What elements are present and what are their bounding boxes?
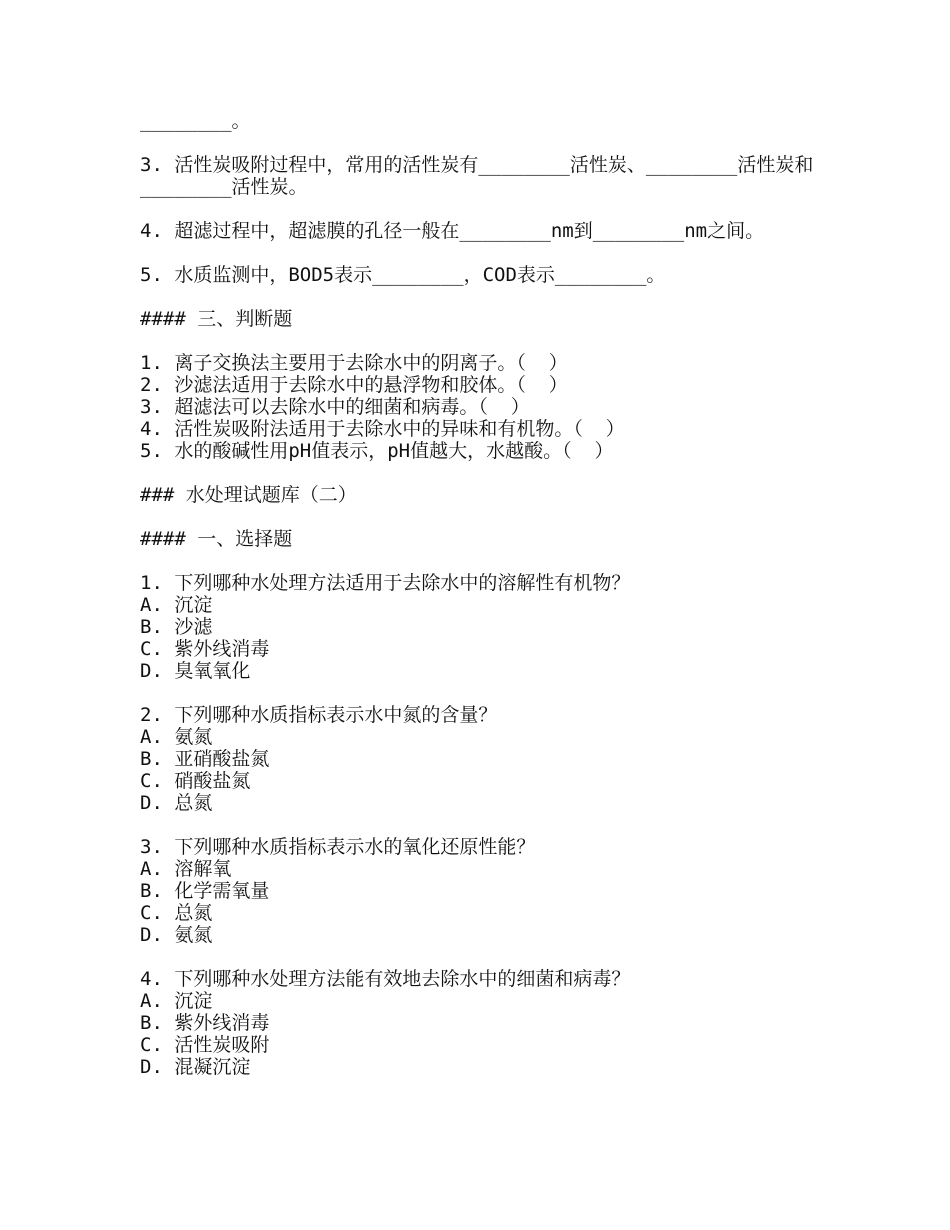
judge-item: 4. 活性炭吸附法适用于去除水中的异味和有机物。（ ） — [140, 418, 625, 440]
fill-question-text: 4. 超滤过程中，超滤膜的孔径一般在________nm到________nm之间。 — [140, 220, 765, 242]
choice-option: B. 紫外线消毒 — [140, 1012, 270, 1034]
choice-question-3 — [140, 836, 820, 946]
fill-question-text: 3. 活性炭吸附过程中，常用的活性炭有________活性炭、________活性炭和________活性炭。 — [140, 154, 814, 198]
document-page — [140, 110, 820, 1100]
choice-question-text: 4. 下列哪种水处理方法能有效地去除水中的细菌和病毒？ — [140, 968, 631, 990]
fill-question-text: 5. 水质监测中，BOD5表示________，COD表示________。 — [140, 264, 666, 286]
choice-option: A. 溶解氧 — [140, 858, 232, 880]
choice-question-text: 3. 下列哪种水质指标表示水的氧化还原性能？ — [140, 836, 536, 858]
choice-option: D. 臭氧氧化 — [140, 660, 251, 682]
judge-item: 2. 沙滤法适用于去除水中的悬浮物和胶体。（ ） — [140, 374, 568, 396]
choice-option: B. 沙滤 — [140, 616, 213, 638]
choice-option: D. 氨氮 — [140, 924, 213, 946]
choice-option: C. 硝酸盐氮 — [140, 770, 251, 792]
choice-question-2 — [140, 704, 820, 814]
judge-item: 5. 水的酸碱性用pH值表示，pH值越大，水越酸。（ ） — [140, 440, 614, 462]
fill-question-4 — [140, 220, 820, 242]
choice-question-text: 2. 下列哪种水质指标表示水中氮的含量？ — [140, 704, 498, 726]
fill-question-5 — [140, 264, 820, 286]
choice-question-1 — [140, 572, 820, 682]
choice-option: A. 沉淀 — [140, 990, 213, 1012]
section-heading-judge — [140, 308, 820, 330]
choice-question-text: 1. 下列哪种水处理方法适用于去除水中的溶解性有机物？ — [140, 572, 631, 594]
continuation-text — [140, 110, 820, 132]
choice-option: A. 氨氮 — [140, 726, 213, 748]
section-heading: #### 三、判断题 — [140, 308, 293, 330]
section-heading: #### 一、选择题 — [140, 528, 293, 550]
bank-title-text: ### 水处理试题库（二） — [140, 484, 357, 506]
choice-question-4 — [140, 968, 820, 1078]
choice-option: B. 亚硝酸盐氮 — [140, 748, 270, 770]
choice-option: C. 活性炭吸附 — [140, 1034, 270, 1056]
choice-option: B. 化学需氧量 — [140, 880, 270, 902]
choice-option: C. 总氮 — [140, 902, 213, 924]
bank-title — [140, 484, 820, 506]
judge-list — [140, 352, 820, 462]
choice-option: C. 紫外线消毒 — [140, 638, 270, 660]
judge-item: 3. 超滤法可以去除水中的细菌和病毒。（ ） — [140, 396, 530, 418]
choice-option: D. 总氮 — [140, 792, 213, 814]
section-heading-choice — [140, 528, 820, 550]
judge-item: 1. 离子交换法主要用于去除水中的阴离子。（ ） — [140, 352, 568, 374]
fill-question-3 — [140, 154, 820, 198]
choice-option: D. 混凝沉淀 — [140, 1056, 251, 1078]
continuation-blank: ________。 — [140, 110, 251, 132]
choice-option: A. 沉淀 — [140, 594, 213, 616]
